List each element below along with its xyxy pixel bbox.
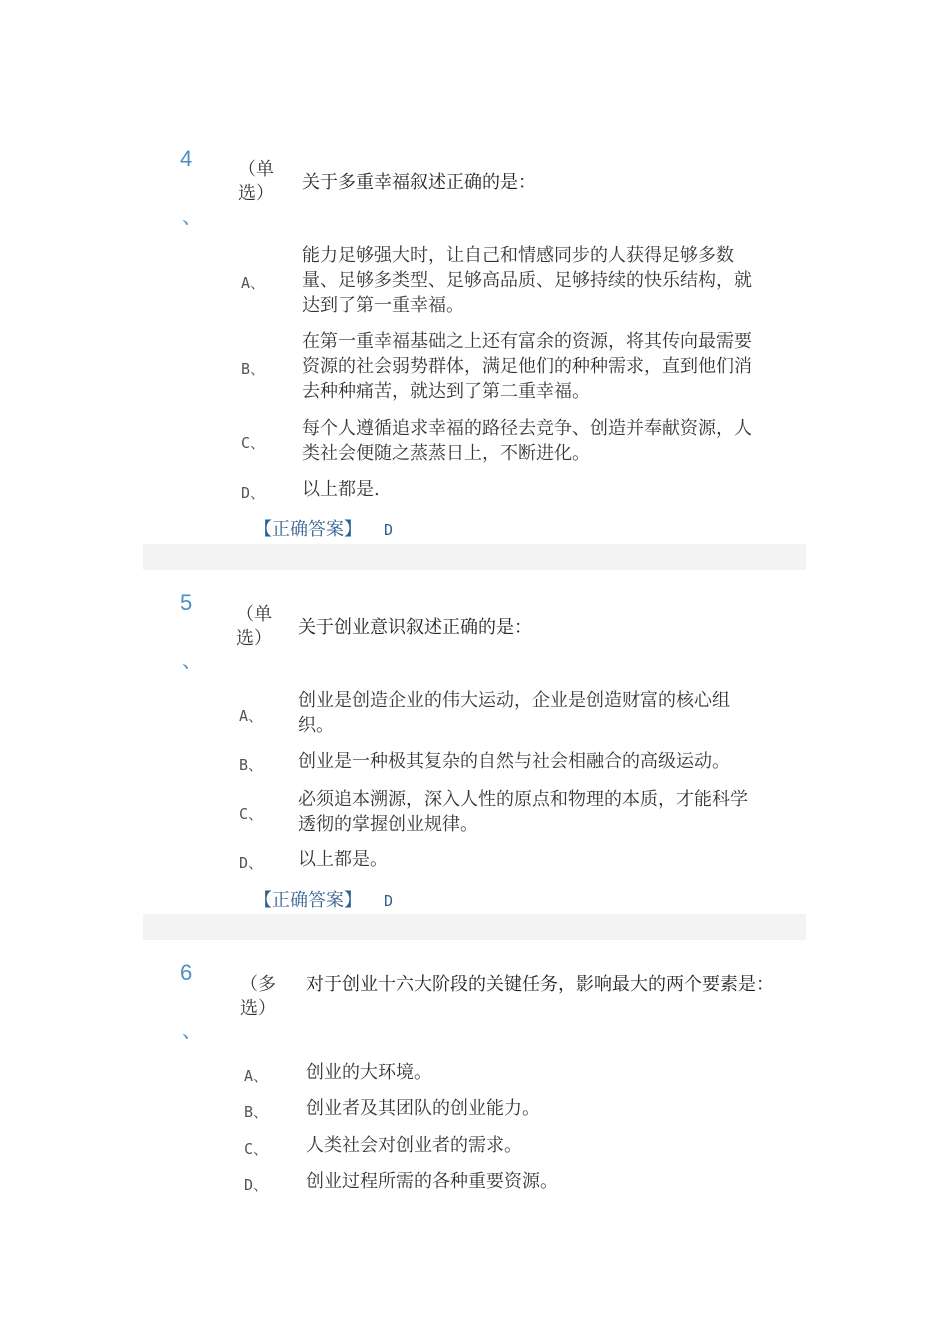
question-type: （单选） (238, 159, 274, 204)
correct-answer (254, 886, 393, 912)
answer-value: D (384, 892, 394, 910)
answer-label: 【正确答案】 (254, 519, 362, 540)
option-label-a: A、 (239, 707, 264, 725)
option-label-d: D、 (241, 484, 266, 502)
option-label-c: C、 (241, 434, 266, 452)
question-text: 对于创业十六大阶段的关键任务，影响最大的两个要素是： (306, 974, 774, 995)
option-text-d[interactable]: 以上都是. (302, 479, 380, 500)
option-text-a[interactable]: 创业是创造企业的伟大运动，企业是创造财富的核心组织。 (298, 690, 730, 736)
correct-answer (254, 515, 393, 541)
option-label-a: A、 (241, 274, 266, 292)
option-text-d[interactable]: 以上都是。 (298, 849, 388, 870)
option-label-d: D、 (239, 854, 264, 872)
question-type: （单选） (236, 604, 272, 649)
option-text-b[interactable]: 创业者及其团队的创业能力。 (306, 1098, 540, 1119)
question-text: 关于创业意识叙述正确的是： (298, 617, 532, 638)
option-text-c[interactable]: 必须追本溯源，深入人性的原点和物理的本质，才能科学透彻的掌握创业规律。 (298, 789, 748, 835)
question-number: 5 (180, 590, 193, 615)
option-label-b: B、 (241, 360, 266, 378)
option-label-b: B、 (239, 756, 264, 774)
option-label-a: A、 (244, 1067, 269, 1085)
question-text: 关于多重幸福叙述正确的是： (302, 172, 536, 193)
answer-value: D (384, 521, 394, 539)
option-text-a[interactable]: 创业的大环境。 (306, 1062, 432, 1083)
question-divider (143, 914, 806, 940)
option-text-b[interactable]: 创业是一种极其复杂的自然与社会相融合的高级运动。 (298, 751, 730, 772)
question-type: （多选） (240, 974, 276, 1019)
question-number-mark: 、 (182, 648, 202, 672)
option-text-d[interactable]: 创业过程所需的各种重要资源。 (306, 1171, 558, 1192)
option-text-c[interactable]: 每个人遵循追求幸福的路径去竞争、创造并奉献资源，人类社会便随之蒸蒸日上，不断进化。 (302, 418, 752, 464)
question-number: 6 (180, 960, 193, 985)
question-divider (143, 544, 806, 570)
question-number-mark: 、 (182, 1018, 202, 1042)
answer-label: 【正确答案】 (254, 890, 362, 911)
option-text-b[interactable]: 在第一重幸福基础之上还有富余的资源，将其传向最需要资源的社会弱势群体，满足他们的种种需求，直到他们消去种种痛苦，就达到了第二重幸福。 (302, 331, 752, 402)
option-label-c: C、 (239, 805, 264, 823)
question-number-mark: 、 (182, 204, 202, 228)
question-number: 4 (180, 146, 193, 171)
option-text-c[interactable]: 人类社会对创业者的需求。 (306, 1135, 522, 1156)
option-text-a[interactable]: 能力足够强大时，让自己和情感同步的人获得足够多数量、足够多类型、足够高品质、足够持续的快乐结构，就达到了第一重幸福。 (302, 245, 752, 316)
option-label-c: C、 (244, 1140, 269, 1158)
option-label-d: D、 (244, 1176, 269, 1194)
option-label-b: B、 (244, 1103, 269, 1121)
